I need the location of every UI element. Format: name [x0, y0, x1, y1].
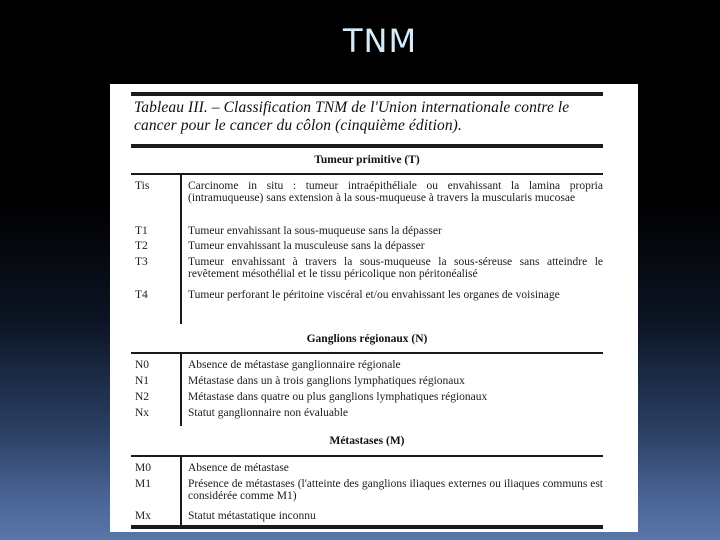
row-code: Tis — [135, 180, 150, 192]
section-rule-t — [131, 173, 603, 175]
section-heading-m: Métastases (M) — [329, 435, 405, 447]
section-rule-m — [131, 455, 603, 457]
row-desc: Tumeur perforant le péritoine viscéral et/ou envahissant les organes de voisinage — [188, 289, 560, 301]
row-desc: Statut ganglionnaire non évaluable — [188, 407, 348, 419]
row-desc: Tumeur envahissant à travers la sous-muqueuse la sous-séreuse sans atteindre le revêtement mésothélial et le tissu péricolique non péritonéalisé — [188, 256, 603, 281]
section-heading-t: Tumeur primitive (T) — [314, 154, 420, 166]
table-caption: Tableau III. – Classification TNM de l'Union internationale contre le cancer pour le cancer du côlon (cinquième édition). — [134, 99, 570, 134]
table-image-panel — [110, 84, 638, 532]
row-desc: Statut métastatique inconnu — [188, 510, 316, 522]
row-desc: Métastase dans quatre ou plus ganglions lymphatiques régionaux — [188, 391, 488, 403]
column-divider-t — [180, 174, 182, 324]
row-code: Nx — [135, 407, 150, 419]
row-code: M1 — [135, 478, 151, 490]
column-divider-m — [180, 456, 182, 527]
row-code: N0 — [135, 359, 150, 371]
row-desc: Absence de métastase ganglionnaire régionale — [188, 359, 401, 371]
row-desc: Présence de métastases (l'atteinte des ganglions iliaques externes ou iliaques communs est considérée comme M1) — [188, 478, 603, 503]
row-desc: Tumeur envahissant la sous-muqueuse sans la dépasser — [188, 225, 442, 237]
row-desc: Tumeur envahissant la musculeuse sans la dépasser — [188, 240, 425, 252]
section-heading-n: Ganglions régionaux (N) — [306, 333, 428, 345]
caption-rule — [131, 144, 603, 148]
slide-title: TNM — [342, 22, 418, 60]
row-code: T2 — [135, 240, 148, 252]
section-rule-n — [131, 352, 603, 354]
row-desc: Carcinome in situ : tumeur intraépithéliale ou envahissant la lamina propria (intramuqueuse) sans extension à la sous-muqueuse à travers la muscularis mucosae — [188, 180, 603, 205]
row-code: T4 — [135, 289, 148, 301]
top-rule — [131, 92, 603, 96]
row-desc: Métastase dans un à trois ganglions lymphatiques régionaux — [188, 375, 465, 387]
row-code: M0 — [135, 462, 151, 474]
row-code: T1 — [135, 225, 148, 237]
row-code: Mx — [135, 510, 151, 522]
row-code: N2 — [135, 391, 150, 403]
column-divider-n — [180, 353, 182, 426]
bottom-rule — [131, 525, 603, 529]
row-code: T3 — [135, 256, 148, 268]
row-code: N1 — [135, 375, 150, 387]
row-desc: Absence de métastase — [188, 462, 289, 474]
